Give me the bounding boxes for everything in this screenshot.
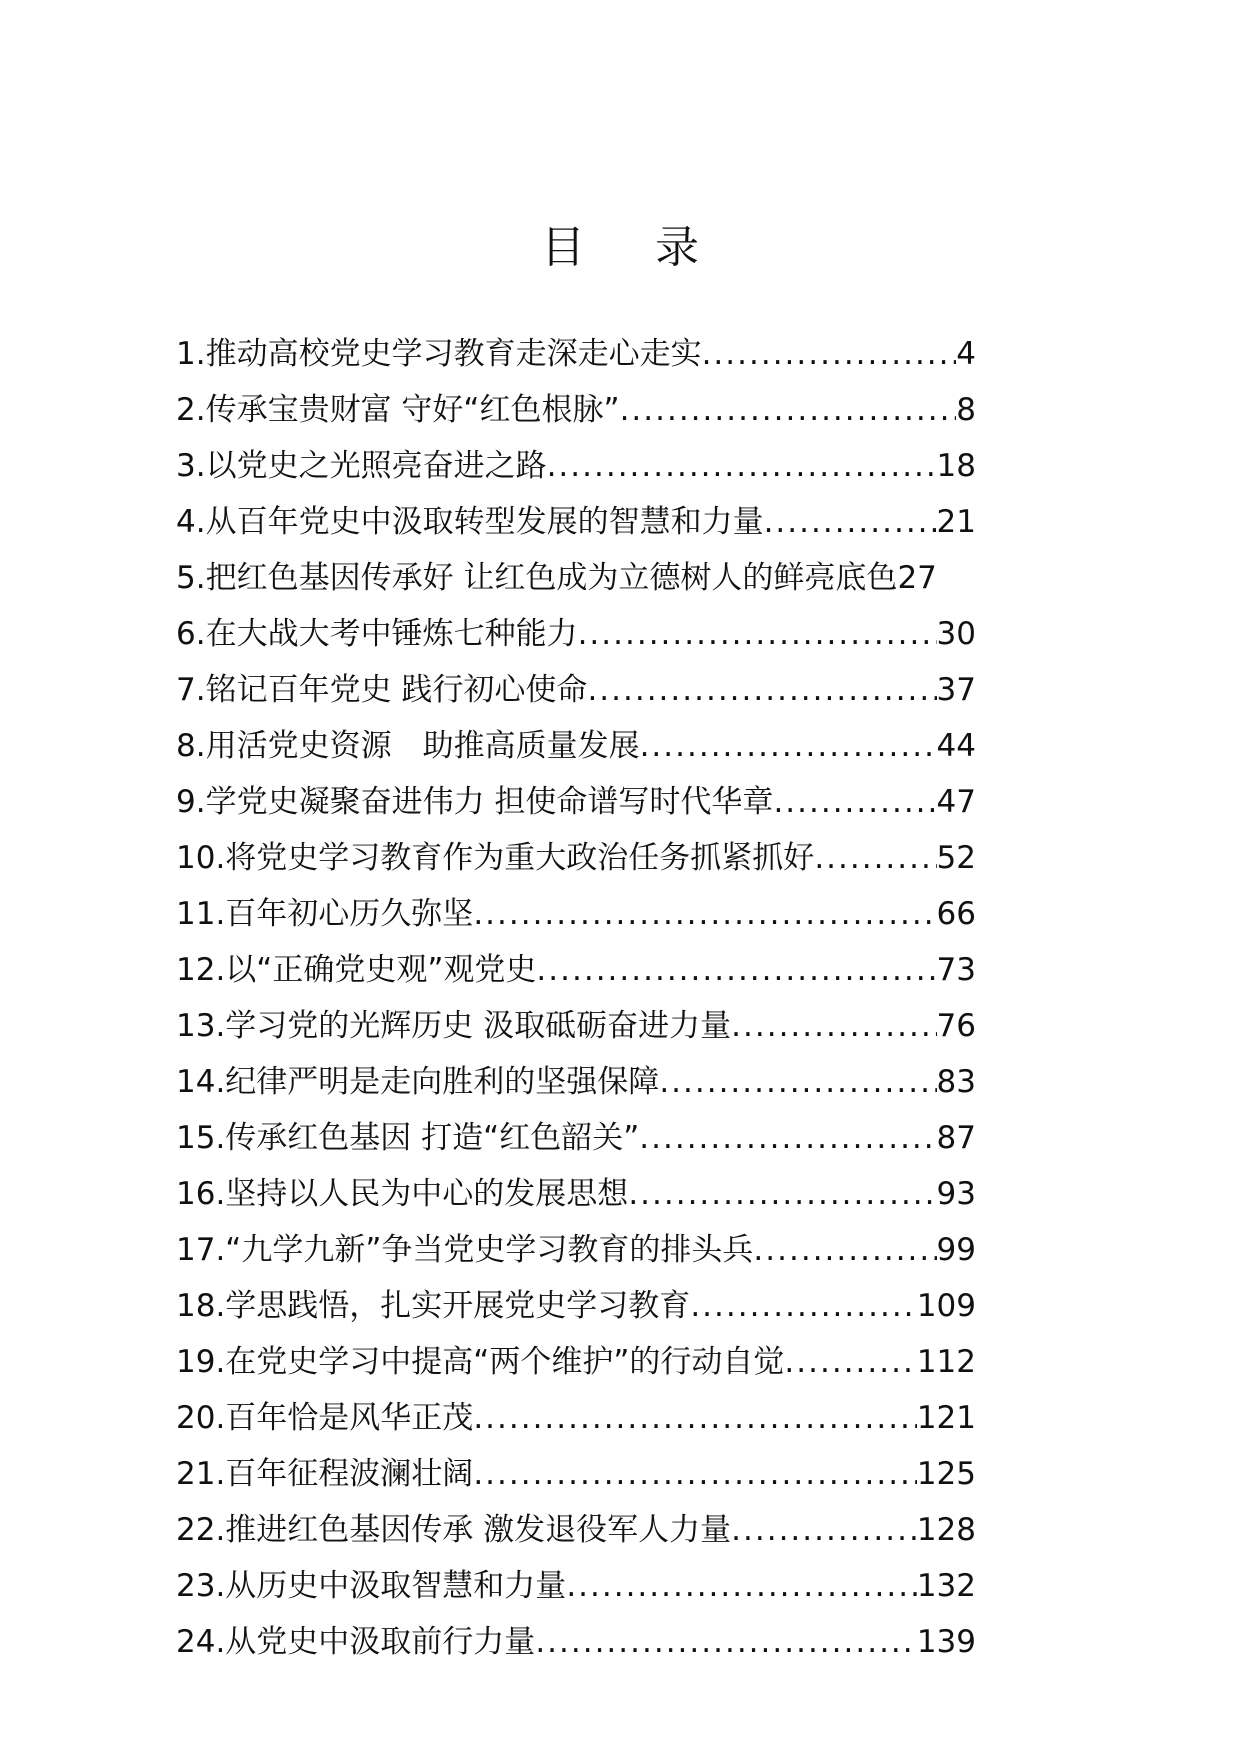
toc-entry [176, 1278, 976, 1334]
toc-entry-title: 1.推动高校党史学习教育走深走心走实 [176, 336, 702, 372]
toc-page-number: 52 [936, 840, 976, 876]
toc-entry [176, 438, 976, 494]
toc-dot-leader [473, 1390, 917, 1446]
toc-dot-leader [639, 1110, 936, 1166]
toc-entry-title: 23.从历史中汲取智慧和力量 [176, 1568, 567, 1604]
toc-entry-title: 10.将党史学习教育作为重大政治任务抓紧抓好 [176, 840, 815, 876]
toc-entry [176, 1110, 976, 1166]
toc-entry [176, 606, 976, 662]
toc-page-number: 112 [916, 1344, 976, 1380]
toc-dot-leader [578, 606, 937, 662]
toc-page-number: 83 [936, 1064, 976, 1100]
toc-entry-title: 22.推进红色基因传承 激发退役军人力量 [176, 1512, 732, 1548]
toc-entry [176, 1390, 976, 1446]
toc-dot-leader [473, 1446, 917, 1502]
toc-entry [176, 1166, 976, 1222]
toc-page-number: 27 [897, 560, 937, 596]
toc-entry [176, 942, 976, 998]
page-title: 目 录 [541, 222, 727, 273]
toc-dot-leader [753, 1222, 936, 1278]
toc-dot-leader [640, 718, 937, 774]
toc-page-number: 109 [916, 1288, 976, 1324]
toc-entry-title: 20.百年恰是风华正茂 [176, 1400, 474, 1436]
toc-entry [176, 1502, 976, 1558]
toc-entry [176, 830, 976, 886]
toc-page-number: 93 [936, 1176, 976, 1212]
toc-entry [176, 1334, 976, 1390]
toc-page-number: 76 [936, 1008, 976, 1044]
toc-entry-title: 15.传承红色基因 打造“红色韶关” [176, 1120, 640, 1156]
toc-dot-leader [535, 1614, 917, 1670]
toc-dot-leader [473, 886, 936, 942]
toc-entry-title: 3.以党史之光照亮奋进之路 [176, 448, 547, 484]
toc-page-number: 4 [956, 336, 976, 372]
toc-entry-title: 2.传承宝贵财富 守好“红色根脉” [176, 392, 620, 428]
toc-entry [176, 326, 976, 382]
toc-dot-leader [628, 1166, 936, 1222]
toc-entry [176, 1446, 976, 1502]
toc-page-number: 30 [936, 616, 976, 652]
toc-entry [176, 774, 976, 830]
toc-dot-leader [731, 1502, 917, 1558]
toc-entry-title: 9.学党史凝聚奋进伟力 担使命谱写时代华章 [176, 784, 774, 820]
toc-page-number: 132 [916, 1568, 976, 1604]
toc-entry [176, 1558, 976, 1614]
toc-page-number: 139 [916, 1624, 976, 1660]
toc-entry [176, 718, 976, 774]
toc-entry-title: 18.学思践悟，扎实开展党史学习教育 [176, 1288, 691, 1324]
toc-entry [176, 550, 1016, 606]
toc-page-number: 18 [936, 448, 976, 484]
toc-entry-title: 5.把红色基因传承好 让红色成为立德树人的鲜亮底色 [176, 560, 898, 596]
toc-dot-leader [773, 774, 936, 830]
toc-entry-title: 21.百年征程波澜壮阔 [176, 1456, 474, 1492]
toc-entry [176, 886, 976, 942]
toc-dot-leader [702, 326, 957, 382]
toc-entry-title: 8.用活党史资源 助推高质量发展 [176, 728, 640, 764]
toc-page-number: 128 [916, 1512, 976, 1548]
toc-page-number: 121 [916, 1400, 976, 1436]
toc-entry-title: 16.坚持以人民为中心的发展思想 [176, 1176, 629, 1212]
toc-dot-leader [620, 382, 957, 438]
toc-entry [176, 662, 976, 718]
table-of-contents [176, 326, 1016, 1670]
toc-entry-title: 14.纪律严明是走向胜利的坚强保障 [176, 1064, 660, 1100]
toc-dot-leader [690, 1278, 917, 1334]
toc-entry-title: 24.从党史中汲取前行力量 [176, 1624, 536, 1660]
toc-entry [176, 1222, 976, 1278]
toc-dot-leader [547, 438, 937, 494]
toc-entry [176, 1054, 976, 1110]
toc-entry-title: 19.在党史学习中提高“两个维护”的行动自觉 [176, 1344, 785, 1380]
toc-dot-leader [814, 830, 936, 886]
toc-page-number: 125 [916, 1456, 976, 1492]
toc-dot-leader [587, 662, 936, 718]
toc-page-number: 21 [936, 504, 976, 540]
toc-page-number: 8 [956, 392, 976, 428]
toc-entry [176, 1614, 976, 1670]
toc-entry-title: 4.从百年党史中汲取转型发展的智慧和力量 [176, 504, 764, 540]
toc-entry [176, 494, 976, 550]
toc-entry-title: 13.学习党的光辉历史 汲取砥砺奋进力量 [176, 1008, 732, 1044]
toc-dot-leader [784, 1334, 916, 1390]
toc-dot-leader [764, 494, 937, 550]
toc-entry-title: 6.在大战大考中锤炼七种能力 [176, 616, 578, 652]
toc-page-number: 99 [936, 1232, 976, 1268]
toc-dot-leader [566, 1558, 917, 1614]
toc-dot-leader [659, 1054, 936, 1110]
toc-entry-title: 7.铭记百年党史 践行初心使命 [176, 672, 588, 708]
toc-dot-leader [731, 998, 936, 1054]
toc-entry-title: 17.“九学九新”争当党史学习教育的排头兵 [176, 1232, 754, 1268]
toc-page-number: 87 [936, 1120, 976, 1156]
toc-entry-title: 11.百年初心历久弥坚 [176, 896, 474, 932]
toc-entry [176, 998, 976, 1054]
toc-entry-title: 12.以“正确党史观”观党史 [176, 952, 537, 988]
toc-page-number: 44 [936, 728, 976, 764]
toc-page-number: 73 [936, 952, 976, 988]
toc-page-number: 37 [936, 672, 976, 708]
toc-page-number: 66 [936, 896, 976, 932]
toc-entry [176, 382, 976, 438]
toc-page-number: 47 [936, 784, 976, 820]
toc-dot-leader [536, 942, 936, 998]
